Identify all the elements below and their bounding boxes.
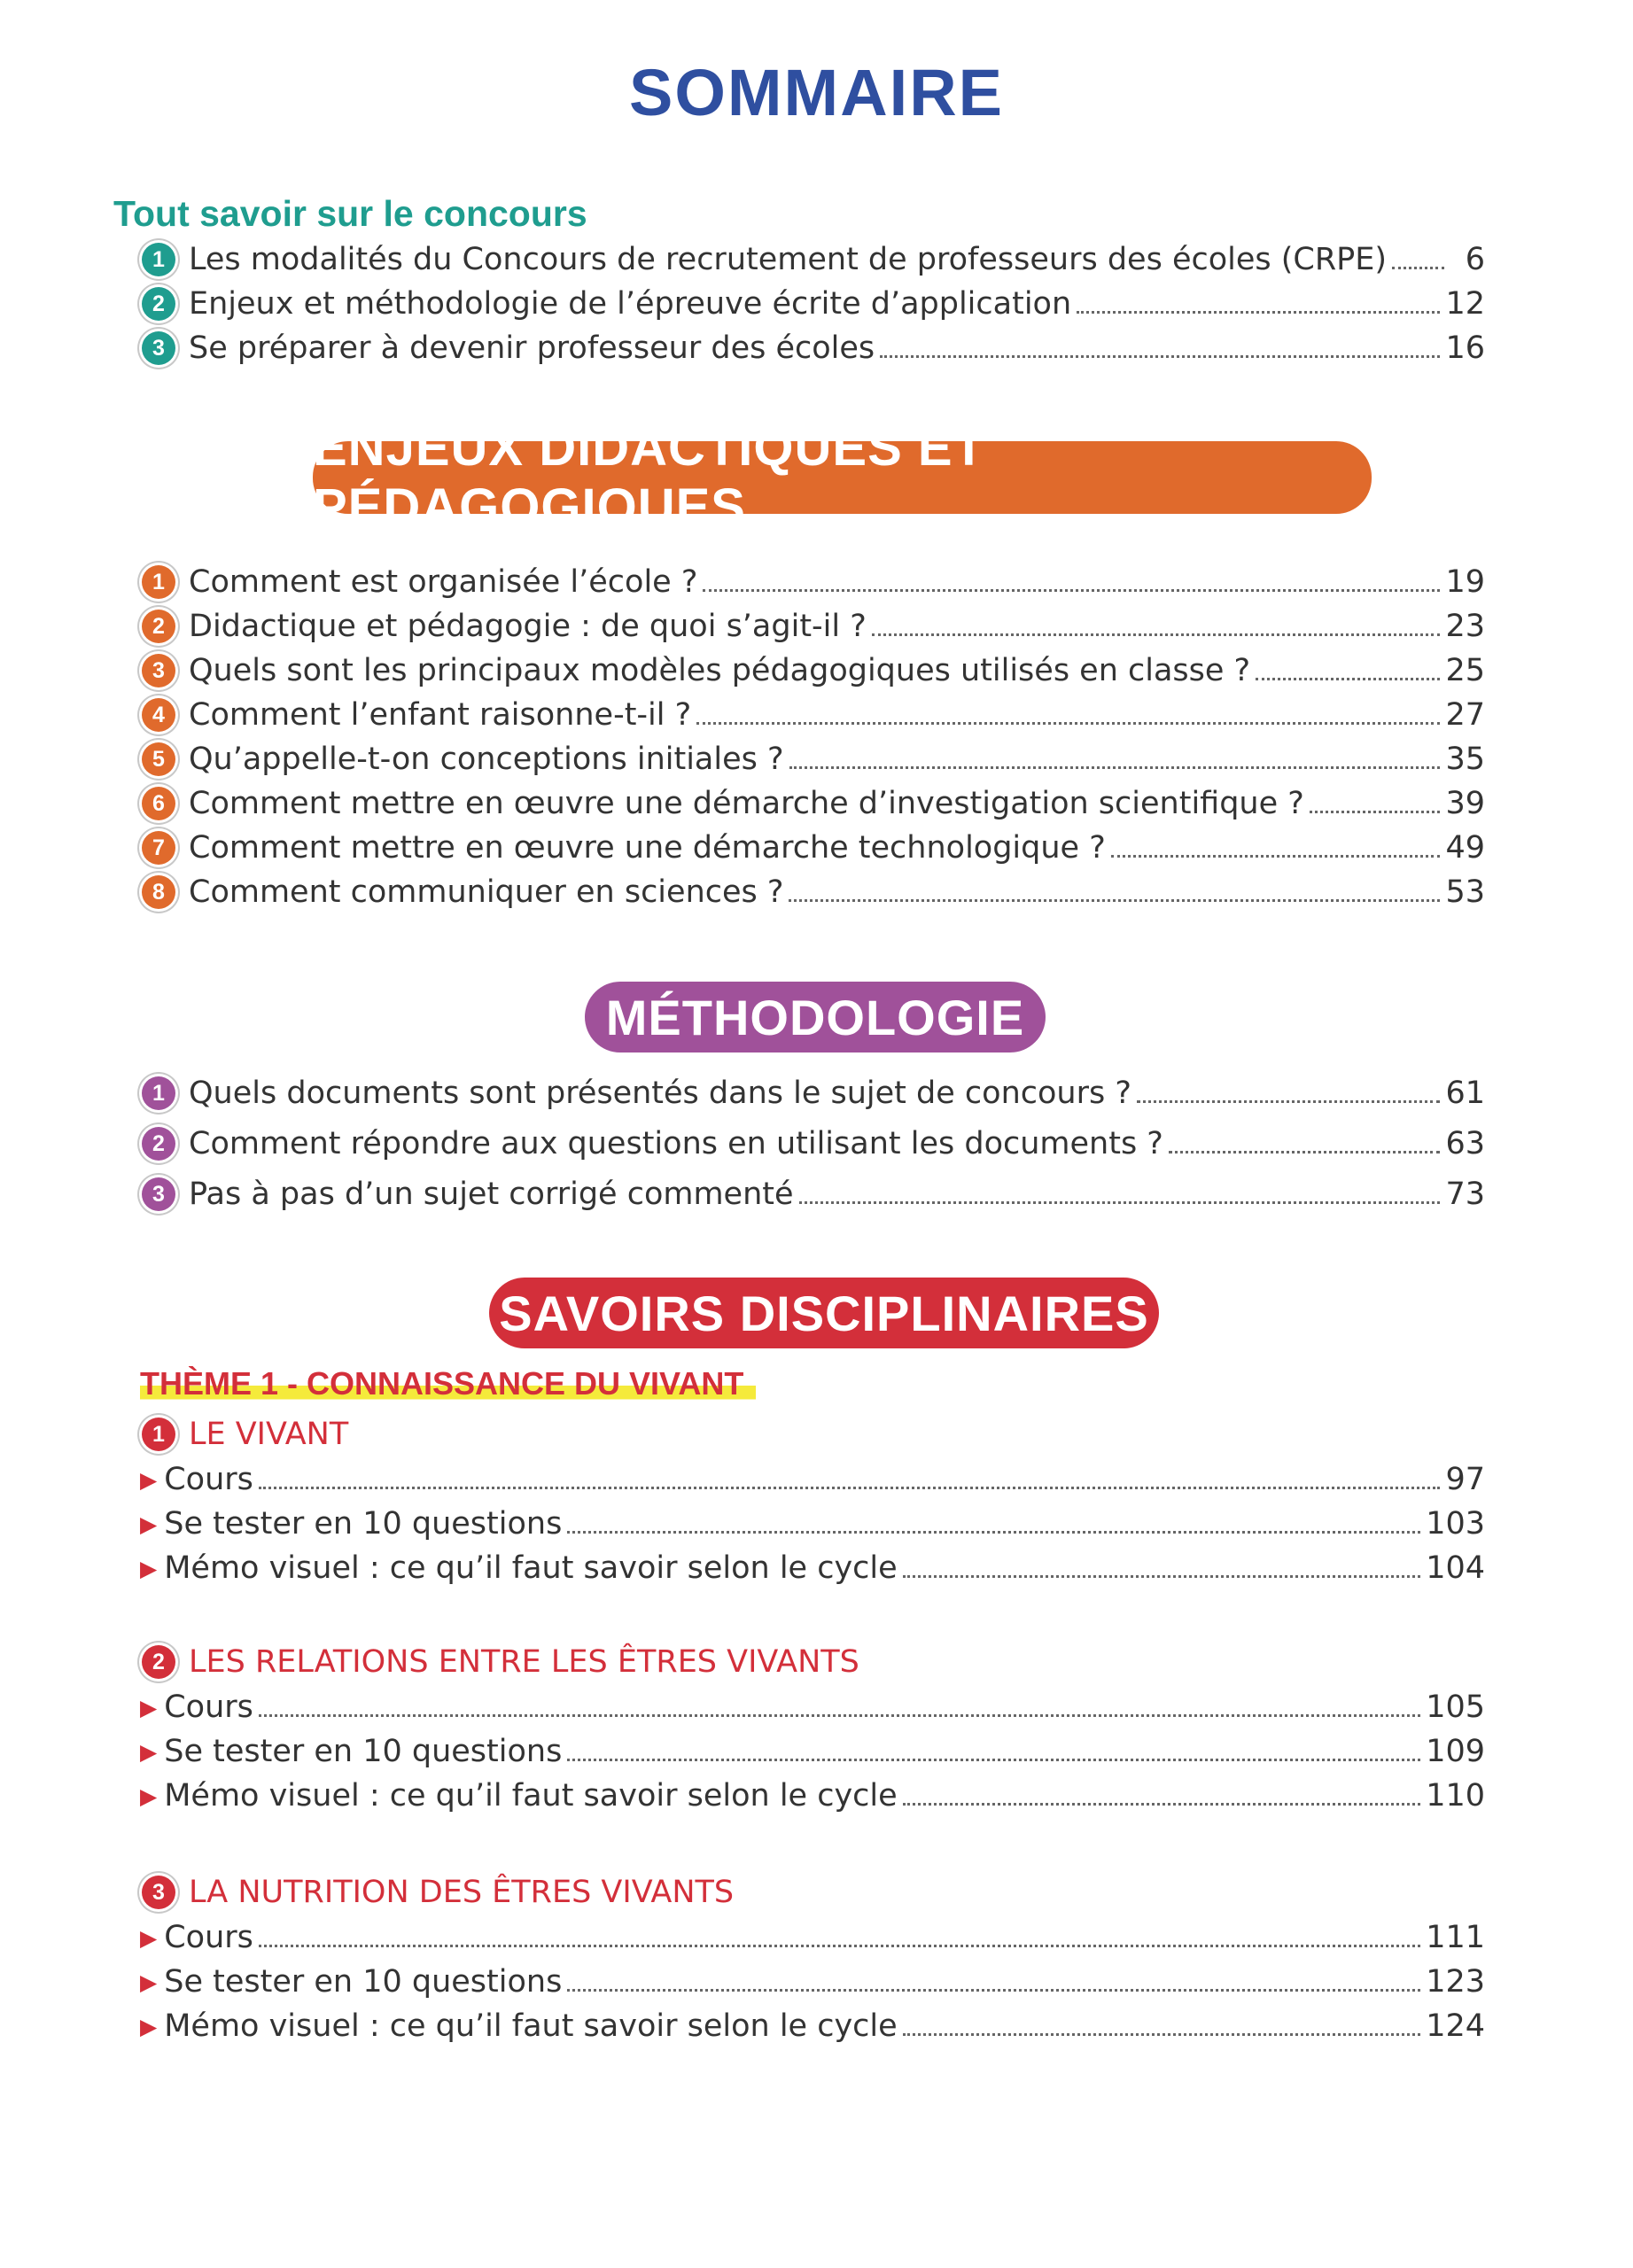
number-badge: 3	[142, 1876, 175, 1909]
leader-dots	[789, 766, 1441, 769]
number-badge: 1	[142, 243, 175, 276]
toc-entry[interactable]	[142, 326, 1485, 370]
leader-dots	[1137, 1100, 1441, 1103]
toc-entry[interactable]	[140, 1457, 1485, 1502]
leader-dots	[1077, 311, 1440, 314]
page-number: 109	[1426, 1734, 1485, 1769]
number-badge: 2	[142, 1645, 175, 1679]
number-badge: 4	[142, 698, 175, 732]
page-number: 124	[1426, 2008, 1485, 2044]
toc-label: Qu’appelle-t-on conceptions initiales ?	[189, 742, 784, 777]
leader-dots	[1169, 1151, 1441, 1153]
page-number: 19	[1445, 564, 1485, 600]
toc-entry[interactable]	[140, 1729, 1485, 1774]
leader-dots	[703, 589, 1440, 592]
toc-label: Mémo visuel : ce qu’il faut savoir selon le cycle	[164, 2008, 898, 2044]
toc-label: Comment communiquer en sciences ?	[189, 874, 784, 910]
triangle-bullet-icon: ▶	[140, 1466, 158, 1493]
page-number: 53	[1445, 874, 1485, 910]
toc-entry[interactable]	[142, 826, 1485, 870]
leader-dots	[567, 1759, 1420, 1761]
number-badge: 2	[142, 610, 175, 643]
number-badge: 7	[142, 831, 175, 865]
page-number: 123	[1426, 1964, 1485, 2000]
page-number: 27	[1445, 697, 1485, 733]
toc-label: Comment est organisée l’école ?	[189, 564, 698, 600]
toc-label: Cours	[164, 1462, 253, 1497]
chapter-heading[interactable]	[142, 1411, 348, 1457]
chapter-title: LE VIVANT	[189, 1417, 349, 1452]
number-badge: 2	[142, 1127, 175, 1161]
chapter-title: LA NUTRITION DES ÊTRES VIVANTS	[189, 1875, 735, 1910]
number-badge: 1	[142, 1076, 175, 1110]
toc-label: Les modalités du Concours de recrutement de professeurs des écoles (CRPE)	[189, 242, 1388, 277]
triangle-bullet-icon: ▶	[140, 1969, 158, 1995]
page-number: 49	[1445, 830, 1485, 866]
page-number: 73	[1445, 1177, 1485, 1212]
toc-label: Se tester en 10 questions	[164, 1506, 563, 1542]
toc-label: Enjeux et méthodologie de l’épreuve écrite d’application	[189, 286, 1072, 322]
chapter-title: LES RELATIONS ENTRE LES ÊTRES VIVANTS	[189, 1644, 859, 1680]
leader-dots	[1256, 678, 1440, 680]
section-banner-enjeux: ENJEUX DIDACTIQUES ET PÉDAGOGIQUES	[313, 441, 1372, 514]
number-badge: 3	[142, 1177, 175, 1211]
page-number: 35	[1445, 742, 1485, 777]
toc-label: Mémo visuel : ce qu’il faut savoir selon le cycle	[164, 1778, 898, 1814]
toc-label: Didactique et pédagogie : de quoi s’agit-il ?	[189, 609, 867, 644]
toc-entry[interactable]	[142, 781, 1485, 826]
toc-entry[interactable]	[140, 1502, 1485, 1546]
triangle-bullet-icon: ▶	[140, 1924, 158, 1951]
number-badge: 1	[142, 1418, 175, 1451]
page-number: 12	[1445, 286, 1485, 322]
toc-entry[interactable]	[142, 693, 1485, 737]
toc-entry[interactable]	[140, 1685, 1485, 1729]
leader-dots	[799, 1201, 1441, 1204]
page-number: 97	[1445, 1462, 1485, 1497]
triangle-bullet-icon: ▶	[140, 1783, 158, 1809]
toc-label: Quels documents sont présentés dans le sujet de concours ?	[189, 1076, 1131, 1111]
leader-dots	[1111, 855, 1441, 858]
page-number: 110	[1426, 1778, 1485, 1814]
toc-entry[interactable]	[142, 237, 1485, 282]
section-banner-savoirs: SAVOIRS DISCIPLINAIRES	[489, 1278, 1159, 1348]
leader-dots	[903, 1803, 1421, 1806]
toc-label: Se tester en 10 questions	[164, 1964, 563, 2000]
page-number: 63	[1445, 1126, 1485, 1161]
leader-dots	[567, 1531, 1420, 1534]
toc-label: Se préparer à devenir professeur des écoles	[189, 330, 875, 366]
toc-entry[interactable]	[140, 1960, 1485, 2004]
toc-label: Quels sont les principaux modèles pédagogiques utilisés en classe ?	[189, 653, 1251, 688]
number-badge: 6	[142, 787, 175, 820]
leader-dots	[259, 1945, 1420, 1947]
leader-dots	[1392, 267, 1444, 269]
toc-entry[interactable]	[142, 870, 1485, 914]
leader-dots	[567, 1989, 1420, 1992]
triangle-bullet-icon: ▶	[140, 1511, 158, 1537]
toc-label: Se tester en 10 questions	[164, 1734, 563, 1769]
leader-dots	[1310, 811, 1441, 813]
toc-entry[interactable]	[142, 737, 1485, 781]
section-heading-concours: Tout savoir sur le concours	[113, 193, 587, 234]
triangle-bullet-icon: ▶	[140, 1694, 158, 1720]
page-number: 25	[1445, 653, 1485, 688]
triangle-bullet-icon: ▶	[140, 1555, 158, 1581]
page-number: 16	[1445, 330, 1485, 366]
number-badge: 1	[142, 565, 175, 599]
leader-dots	[789, 899, 1440, 902]
toc-entry[interactable]	[142, 560, 1485, 604]
toc-entry[interactable]	[140, 1915, 1485, 1960]
leader-dots	[696, 722, 1440, 725]
toc-label: Pas à pas d’un sujet corrigé commenté	[189, 1177, 794, 1212]
page-number: 61	[1445, 1076, 1485, 1111]
leader-dots	[903, 2033, 1421, 2036]
page-number: 104	[1426, 1550, 1485, 1586]
page-number: 23	[1445, 609, 1485, 644]
toc-entry[interactable]	[140, 1546, 1485, 1590]
toc-entry[interactable]	[142, 1122, 1485, 1166]
toc-label: Cours	[164, 1689, 253, 1725]
triangle-bullet-icon: ▶	[140, 2013, 158, 2039]
number-badge: 8	[142, 875, 175, 909]
toc-label: Comment mettre en œuvre une démarche d’investigation scientifique ?	[189, 786, 1304, 821]
toc-entry[interactable]	[142, 1071, 1485, 1115]
toc-entry[interactable]	[142, 604, 1485, 649]
toc-entry[interactable]	[140, 1774, 1485, 1818]
toc-label: Comment mettre en œuvre une démarche technologique ?	[189, 830, 1106, 866]
theme-heading: THÈME 1 - CONNAISSANCE DU VIVANT	[140, 1365, 756, 1402]
leader-dots	[880, 355, 1440, 358]
page-number: 6	[1465, 242, 1485, 277]
chapter-heading[interactable]	[142, 1639, 859, 1685]
toc-entry[interactable]	[142, 282, 1485, 326]
toc-label: Comment l’enfant raisonne-t-il ?	[189, 697, 692, 733]
page-title: SOMMAIRE	[629, 56, 1004, 129]
number-badge: 2	[142, 287, 175, 321]
number-badge: 5	[142, 742, 175, 776]
number-badge: 3	[142, 654, 175, 687]
page-number: 105	[1426, 1689, 1485, 1725]
triangle-bullet-icon: ▶	[140, 1738, 158, 1765]
page-number: 111	[1426, 1920, 1485, 1955]
toc-label: Comment répondre aux questions en utilisant les documents ?	[189, 1126, 1163, 1161]
page-number: 103	[1426, 1506, 1485, 1542]
leader-dots	[903, 1575, 1421, 1578]
number-badge: 3	[142, 331, 175, 365]
toc-entry[interactable]	[140, 2004, 1485, 2048]
toc-entry[interactable]	[142, 1172, 1485, 1216]
leader-dots	[259, 1714, 1420, 1717]
section-banner-methodologie: MÉTHODOLOGIE	[585, 982, 1046, 1052]
toc-label: Cours	[164, 1920, 253, 1955]
toc-entry[interactable]	[142, 649, 1485, 693]
leader-dots	[872, 633, 1441, 636]
leader-dots	[259, 1487, 1441, 1489]
chapter-heading[interactable]	[142, 1869, 734, 1915]
toc-label: Mémo visuel : ce qu’il faut savoir selon le cycle	[164, 1550, 898, 1586]
page-number: 39	[1445, 786, 1485, 821]
